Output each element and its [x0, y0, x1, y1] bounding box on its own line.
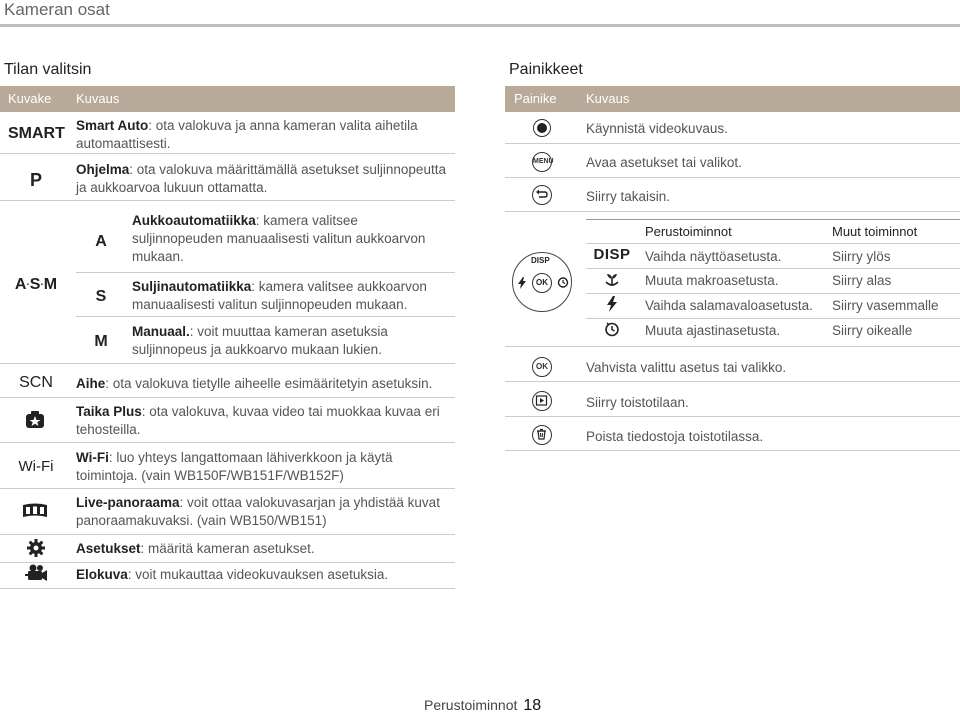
panorama-mode-name: Live-panoraama: [76, 495, 180, 510]
shutter-priority-name: Suljinautomatiikka: [132, 279, 252, 294]
row-divider: [0, 488, 455, 489]
flash-icon: [606, 296, 618, 312]
shutter-priority-icon: S: [95, 288, 107, 305]
record-button-desc: Käynnistä videokuvaus.: [586, 121, 728, 136]
col-desc-header: Kuvaus: [586, 91, 630, 106]
timer-icon: [604, 321, 620, 337]
col-icon-header: Kuvake: [8, 91, 52, 106]
page-number: 18: [523, 697, 542, 714]
manual-mode-text: : voit muuttaa kameran asetuksia suljinnopeus ja aukkoarvo mukaan lukien.: [132, 324, 388, 357]
ok-button-icon: OK: [532, 357, 552, 377]
record-icon: [533, 119, 551, 137]
back-button-desc: Siirry takaisin.: [586, 189, 671, 204]
col-button-header: Painike: [514, 91, 557, 106]
nav-table-top: [586, 219, 960, 220]
row-divider: [0, 153, 455, 154]
buttons-table-header: [505, 86, 960, 112]
col-desc-header: Kuvaus: [76, 91, 120, 106]
gear-icon: [26, 538, 46, 558]
program-mode-desc: [76, 161, 446, 197]
manual-mode-desc: [132, 323, 452, 359]
wifi-mode-text: : luo yhteys langattomaan lähiverkkoon ja käytä toimintoja. (vain WB150F/WB151F/WB152F): [76, 450, 393, 483]
dial-timer-icon: [557, 276, 569, 288]
page-header-title: Kameran osat: [4, 0, 110, 19]
smart-mode-icon: SMART: [8, 125, 65, 142]
scene-mode-text: : ota valokuva tietylle aiheelle esimääritetyin asetuksin.: [105, 376, 433, 391]
panorama-icon: [22, 502, 48, 520]
panorama-mode-text: : voit ottaa valokuvasarjan ja yhdistää kuvat panoraamakuvaksi. (vain WB150/WB151): [76, 495, 440, 528]
row-divider: [0, 562, 455, 563]
row-divider: [505, 143, 960, 144]
mode-dial-title: Tilan valitsin: [4, 61, 92, 78]
disp-icon: DISP: [593, 246, 631, 263]
wifi-mode-desc: [76, 449, 446, 485]
aperture-priority-name: Aukkoautomatiikka: [132, 213, 256, 228]
row-divider: [505, 450, 960, 451]
settings-mode-name: Asetukset: [76, 541, 141, 556]
settings-mode-desc: [76, 540, 451, 558]
delete-icon: [532, 425, 552, 445]
smart-mode-text: : ota valokuva ja anna kameran valita aihetila automaattisesti.: [76, 118, 418, 151]
dial-flash-icon: [517, 277, 527, 289]
panorama-mode-desc: [76, 494, 446, 530]
asm-mode-icon: A·S·M: [14, 276, 58, 293]
row-divider: [505, 177, 960, 178]
delete-button-desc: Poista tiedostoja toistotilassa.: [586, 429, 764, 444]
manual-mode-icon: M: [94, 333, 108, 350]
row-divider: [586, 243, 960, 244]
program-mode-text: : ota valokuva määrittämällä asetukset suljinnopeutta ja aukkoarvoa lukuun ottamatta.: [76, 162, 446, 195]
aperture-priority-desc: [132, 212, 452, 266]
row-divider: [586, 293, 960, 294]
scene-mode-icon: SCN: [19, 374, 53, 391]
ok-button-desc: Vahvista valittu asetus tai valikko.: [586, 360, 787, 375]
smart-mode-name: Smart Auto: [76, 118, 149, 133]
disp-other-desc: Siirry ylös: [832, 249, 891, 264]
row-divider: [505, 346, 960, 347]
movie-icon: [24, 563, 48, 583]
movie-mode-text: : voit mukauttaa videokuvauksen asetuksia.: [127, 567, 389, 582]
settings-mode-text: : määritä kameran asetukset.: [140, 541, 315, 556]
header-divider: [0, 24, 960, 27]
macro-basic-desc: Muuta makroasetusta.: [645, 273, 779, 288]
row-divider: [586, 268, 960, 269]
smart-mode-desc: [76, 117, 446, 153]
program-mode-name: Ohjelma: [76, 162, 130, 177]
wifi-mode-icon: Wi-Fi: [18, 458, 54, 475]
aperture-priority-icon: A: [95, 233, 107, 250]
scene-mode-desc: [76, 375, 451, 393]
magic-plus-desc: [76, 403, 446, 439]
nav-col-other-header: Muut toiminnot: [832, 224, 918, 239]
footer-section: Perustoiminnot: [424, 697, 518, 713]
nav-col-basic-header: Perustoiminnot: [645, 224, 732, 239]
buttons-title: Painikkeet: [509, 61, 583, 78]
shutter-priority-desc: [132, 278, 452, 314]
magic-plus-text: : ota valokuva, kuvaa video tai muokkaa kuvaa eri tehosteilla.: [76, 404, 440, 437]
movie-mode-name: Elokuva: [76, 567, 128, 582]
page-footer: [424, 697, 541, 715]
shutter-priority-text: : kamera valitsee aukkoarvon manuaalisesti valitun suljinnopeuden mukaan.: [132, 279, 427, 312]
row-divider: [505, 211, 960, 212]
row-divider: [0, 588, 455, 589]
menu-button-desc: Avaa asetukset tai valikot.: [586, 155, 742, 170]
row-divider: [76, 272, 455, 273]
menu-button-icon: MENU: [532, 152, 552, 172]
magic-icon: [24, 410, 46, 430]
flash-basic-desc: Vaihda salamavaloasetusta.: [645, 298, 813, 313]
timer-other-desc: Siirry oikealle: [832, 323, 913, 338]
row-divider: [505, 416, 960, 417]
scene-mode-name: Aihe: [76, 376, 106, 391]
timer-basic-desc: Muuta ajastinasetusta.: [645, 323, 781, 338]
mode-dial-table-header: [0, 86, 455, 112]
row-divider: [0, 200, 455, 201]
row-divider: [505, 381, 960, 382]
program-mode-icon: P: [29, 170, 42, 190]
play-button-desc: Siirry toistotilaan.: [586, 395, 689, 410]
row-divider: [0, 397, 455, 398]
row-divider: [76, 316, 455, 317]
row-divider: [586, 318, 960, 319]
macro-icon: [604, 272, 620, 288]
flash-other-desc: Siirry vasemmalle: [832, 298, 939, 313]
row-divider: [0, 534, 455, 535]
wifi-mode-name: Wi-Fi: [76, 450, 109, 465]
navigation-dial: [512, 252, 572, 312]
row-divider: [0, 363, 455, 364]
macro-other-desc: Siirry alas: [832, 273, 892, 288]
disp-basic-desc: Vaihda näyttöasetusta.: [645, 249, 782, 264]
movie-mode-desc: [76, 566, 451, 584]
aperture-priority-text: : kamera valitsee suljinnopeuden manuaalisesti valitun aukkoarvon mukaan.: [132, 213, 426, 264]
back-icon: [532, 185, 552, 205]
dial-disp-label: DISP: [531, 256, 550, 265]
magic-plus-name: Taika Plus: [76, 404, 142, 419]
row-divider: [0, 442, 455, 443]
dial-ok-label: OK: [532, 273, 552, 293]
play-icon: [532, 391, 552, 411]
manual-mode-name: Manuaal.: [132, 324, 190, 339]
